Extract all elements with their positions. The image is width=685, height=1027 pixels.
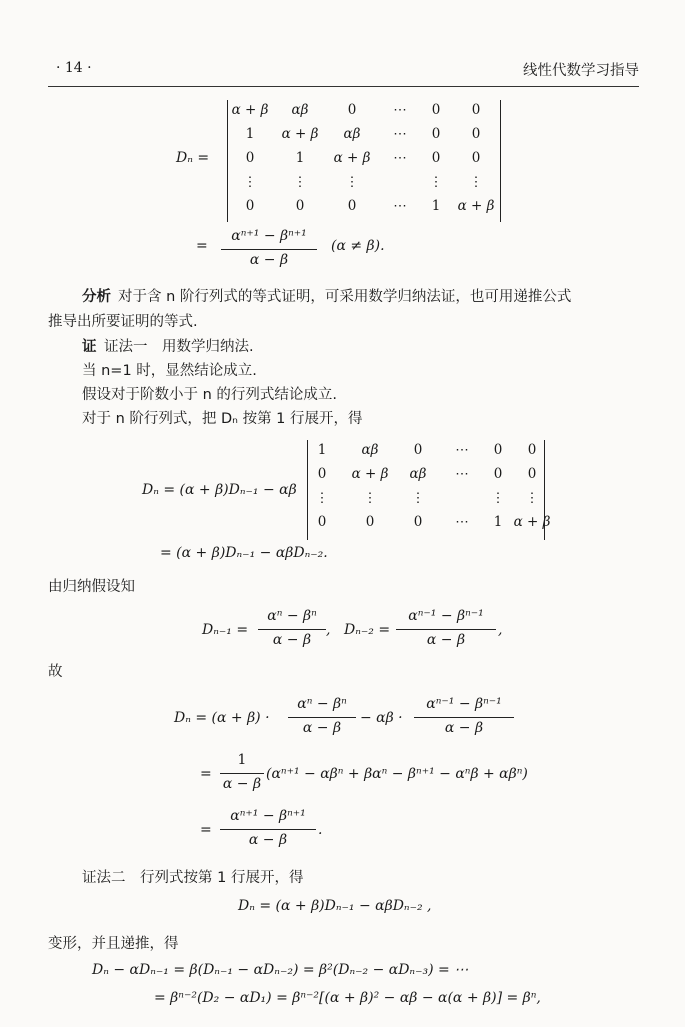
hyp-left-lhs: Dₙ₋₁ =: [202, 622, 249, 638]
matrix-cell: 1: [431, 198, 441, 214]
matrix-cell: 1: [493, 514, 503, 530]
matrix-cell: α + β: [513, 514, 551, 530]
det1-result-den: α − β: [249, 252, 289, 268]
matrix-cell: αβ: [409, 466, 427, 482]
matrix-cell: 0: [317, 514, 327, 530]
matrix-cell: ⋮: [411, 490, 425, 506]
det1-result-num: αⁿ⁺¹ − βⁿ⁺¹: [231, 228, 307, 244]
calc-l1-num1: αⁿ − βⁿ: [297, 696, 347, 712]
matrix-cell: ⋮: [469, 174, 483, 190]
calc-l1-fraction2: [414, 696, 514, 740]
det2-lhs: Dₙ = (α + β)Dₙ₋₁ − αβ: [142, 482, 297, 498]
hyp-left-den: α − β: [272, 632, 312, 648]
calc-l1-den2: α − β: [444, 720, 484, 736]
transform-text: 变形，并且递推，得: [48, 936, 179, 952]
analysis-line2: 推导出所要证明的等式.: [48, 314, 198, 330]
hyp-left-num: αⁿ − βⁿ: [267, 608, 317, 624]
matrix-cell: 0: [413, 442, 423, 458]
matrix-cell: ⋮: [525, 490, 539, 506]
matrix-cell: ⋯: [455, 466, 469, 482]
matrix-cell: 0: [431, 150, 441, 166]
matrix-cell: ⋯: [393, 126, 407, 142]
matrix-cell: α + β: [231, 102, 269, 118]
calc-l3-end: .: [318, 822, 323, 838]
proof-hyp: 假设对于阶数小于 n 的行列式结论成立.: [82, 387, 338, 403]
calc-l2-fraction: [220, 752, 264, 796]
matrix-cell: ⋯: [393, 150, 407, 166]
matrix-cell: 0: [431, 102, 441, 118]
matrix-cell: 1: [245, 126, 255, 142]
final-line1: Dₙ − αDₙ₋₁ = β(Dₙ₋₁ − αDₙ₋₂) = β²(Dₙ₋₂ − αDₙ₋₃) = ⋯: [92, 962, 469, 978]
matrix-cell: αβ: [361, 442, 379, 458]
fraction-bar: [221, 249, 317, 250]
matrix-cell: 0: [317, 466, 327, 482]
matrix-cell: 1: [295, 150, 305, 166]
matrix-cell: 0: [347, 102, 357, 118]
calc-l1-lhs: Dₙ = (α + β) ·: [174, 710, 270, 726]
det1-result-eq: =: [196, 238, 208, 254]
matrix-cell: α + β: [351, 466, 389, 482]
header-rule: [48, 86, 639, 87]
matrix-cell: ⋮: [243, 174, 257, 190]
matrix-cell: ⋯: [393, 198, 407, 214]
det2-grid: [308, 440, 551, 540]
calc-l2-body: (αⁿ⁺¹ − αβⁿ + βαⁿ − βⁿ⁺¹ − αⁿβ + αβⁿ): [266, 766, 528, 782]
hyp-end: ,: [498, 622, 503, 638]
calc-l2-eq: =: [200, 766, 212, 782]
hyp-right-num: αⁿ⁻¹ − βⁿ⁻¹: [408, 608, 484, 624]
hyp-left-fraction: [258, 608, 326, 652]
matrix-cell: 0: [471, 126, 481, 142]
matrix-cell: ⋮: [315, 490, 329, 506]
book-title: 线性代数学习指导: [523, 63, 639, 79]
matrix-cell: ⋮: [429, 174, 443, 190]
calc-l3-eq: =: [200, 822, 212, 838]
proof-expand: 对于 n 阶行列式，把 Dₙ 按第 1 行展开，得: [82, 411, 363, 427]
matrix-cell: ⋯: [393, 102, 407, 118]
matrix-cell: ⋮: [345, 174, 359, 190]
matrix-cell: 0: [365, 514, 375, 530]
matrix-cell: 0: [471, 150, 481, 166]
matrix-cell: ⋮: [491, 490, 505, 506]
matrix-cell: 0: [431, 126, 441, 142]
matrix-cell: 0: [295, 198, 305, 214]
fraction-bar: [288, 717, 356, 718]
det2-matrix: [307, 440, 551, 540]
hyp-right-den: α − β: [426, 632, 466, 648]
calc-l1-mid: − αβ ·: [360, 710, 403, 726]
matrix-cell: αβ: [291, 102, 309, 118]
hyp-right-fraction: [396, 608, 496, 652]
recurrence-eq: Dₙ = (α + β)Dₙ₋₁ − αβDₙ₋₂ ,: [238, 898, 432, 914]
calc-l3-den: α − β: [248, 832, 288, 848]
matrix-cell: 0: [347, 198, 357, 214]
calc-l1-den1: α − β: [302, 720, 342, 736]
method2-text: 证法二 行列式按第 1 行展开，得: [82, 870, 304, 886]
matrix-cell: α + β: [457, 198, 495, 214]
page-number: · 14 ·: [56, 60, 92, 76]
fraction-bar: [220, 829, 316, 830]
hyp-right-lhs: Dₙ₋₂ =: [344, 622, 391, 638]
matrix-cell: 0: [493, 442, 503, 458]
det2-line2: = (α + β)Dₙ₋₁ − αβDₙ₋₂.: [160, 545, 328, 561]
det1-grid: [228, 100, 500, 222]
proof-base: 当 n=1 时，显然结论成立.: [82, 363, 257, 379]
matrix-cell: 0: [245, 198, 255, 214]
matrix-cell: 0: [245, 150, 255, 166]
calc-l3-num: αⁿ⁺¹ − βⁿ⁺¹: [230, 808, 306, 824]
analysis-line1: 对于含 n 阶行列式的等式证明，可采用数学归纳法证，也可用递推公式: [118, 289, 572, 305]
matrix-cell: 0: [413, 514, 423, 530]
matrix-cell: 0: [493, 466, 503, 482]
induction-text: 由归纳假设知: [48, 579, 135, 595]
matrix-cell: ⋮: [363, 490, 377, 506]
proof-label: 证: [82, 339, 97, 355]
analysis-label: 分析: [82, 289, 111, 305]
calc-l3-fraction: [220, 808, 316, 852]
calc-l1-fraction1: [288, 696, 356, 740]
therefore-text: 故: [48, 664, 63, 680]
matrix-cell: αβ: [343, 126, 361, 142]
fraction-bar: [396, 629, 496, 630]
det1-lhs: Dₙ =: [176, 150, 210, 166]
matrix-cell: α + β: [333, 150, 371, 166]
hyp-sep: ,: [326, 622, 331, 638]
calc-l2-num: 1: [237, 752, 247, 768]
matrix-cell: 0: [527, 466, 537, 482]
calc-l1-num2: αⁿ⁻¹ − βⁿ⁻¹: [426, 696, 502, 712]
calc-l2-den: α − β: [222, 776, 262, 792]
matrix-cell: 1: [317, 442, 327, 458]
matrix-cell: α + β: [281, 126, 319, 142]
fraction-bar: [414, 717, 514, 718]
proof-method1: 证法一 用数学归纳法.: [104, 339, 254, 355]
matrix-cell: ⋮: [293, 174, 307, 190]
det1-matrix: [227, 100, 501, 222]
matrix-cell: ⋯: [455, 514, 469, 530]
matrix-cell: 0: [527, 442, 537, 458]
det1-result-fraction: [221, 228, 317, 272]
det1-result-cond: (α ≠ β).: [331, 238, 385, 254]
matrix-cell: ⋯: [455, 442, 469, 458]
matrix-cell: 0: [471, 102, 481, 118]
fraction-bar: [220, 773, 264, 774]
final-line2: = βⁿ⁻²(D₂ − αD₁) = βⁿ⁻²[(α + β)² − αβ − α(α + β)] = βⁿ,: [154, 990, 541, 1006]
fraction-bar: [258, 629, 326, 630]
